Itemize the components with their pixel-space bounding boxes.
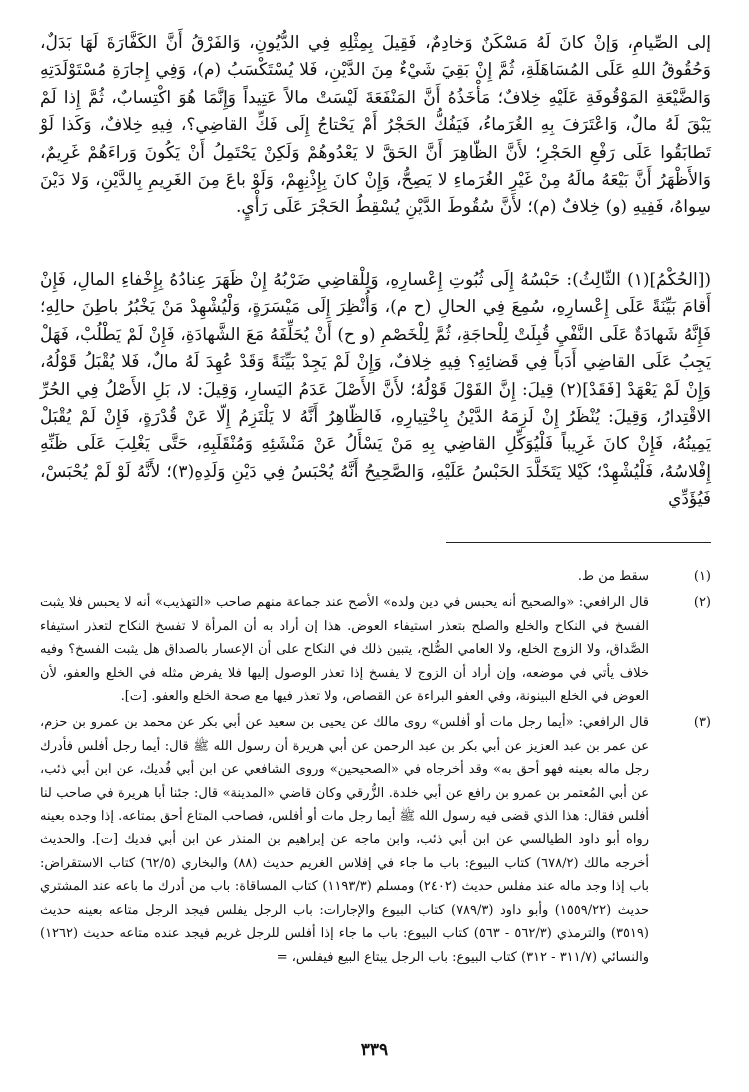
main-paragraph-2: ([الحُكْمُ](١) الثّالِثُ): حَبْسُهُ إِلَى ثُبُوتِ إِعْسارِهِ، وَلِلْقاضِي ضَرْبُهُ إِنْ ظَهَرَ عِنادُهُ بِإِخْفاءِ المالِ، فَإِنْ أَقامَ بَيِّنَةً عَلَى إِعْسارِهِ، سُمِعَ فِي الحالِ (ح م)، وَأُنْظِرَ إِلَى مَيْسَرَةٍ، وَلْيُشْهِدْ مَنْ يَخْبُرُ باطِنَ حالِهِ؛ فَإِنَّهُ شَهادَةٌ عَلَى النَّفْيِ قُبِلَتْ لِلْحاجَةِ، ثُمَّ لِلْخَصْمِ (و ح) أَنْ يُحَلِّفَهُ مَعَ الشَّهادَةِ، فَإِنْ لَمْ يَطْلُبْ، فَهَلْ يَجِبُ عَلَى القاضِي أَدَباً فِي قَضائِهِ؟ فِيهِ خِلافٌ، وَإِنْ لَمْ يَجِدْ بَيِّنَةً وَقَدْ عُهِدَ لَهُ مالٌ، فَلا يُقْبَلُ قَوْلُهُ، وَإِنْ لَمْ يَعْهَدْ [فَقَدْ](٢) قِيلَ: إِنَّ القَوْلَ قَوْلُهُ؛ لأَنَّ الأَصْلَ عَدَمُ اليَسارِ، وَقِيلَ: لا، بَلِ الأَصْلُ فِي الحُرِّ الاقْتِدارُ، وَقِيلَ: يُنْظَرُ إِنْ لَزِمَهُ الدَّيْنُ بِاخْتِيارِهِ، فَالظّاهِرُ أَنَّهُ لا يَلْتَزِمُ إِلّا عَنْ قُدْرَةٍ، فَإِنْ لَمْ يُقْبَلْ يَمِينُهُ، فَإِنْ كانَ غَرِيباً فَلْيُوَكِّلِ القاضِي بِهِ مَنْ يَسْأَلُ عَنْ مَنْشَئِهِ وَمُنْقَلَبِهِ، حَتَّى يَغْلِبَ عَلَى ظَنِّهِ إِفْلاسُهُ، فَلْيُشْهِدْ؛ كَيْلا يَتَخَلَّدَ الحَبْسُ عَلَيْهِ، وَالصَّحِيحُ أَنَّهُ يُحْبَسُ فِي دَيْنِ وَلَدِهِ(٣)؛ لأَنَّهُ لَوْ لَمْ يُحْبَسْ، فَيُؤَدِّي bbox=[40, 270, 711, 510]
footnote-number: (٢) bbox=[693, 595, 711, 611]
footnote-text: قال الرافعي: «والصحيح أنه يحبس في دين ولده» الأصح عند جماعة منهم صاحب «التهذيب» أنه لا يحبس فلا يثبت الفسخ في النكاح والخلع والصلح بتعذر استيفاء العوض. هذا إن أراد به أن المرأة لا تفسخ النكاح لتعذر استيفاء الصَّداق، ولا الزوج الخلع، ولا العامي الصُّلح، يتبين ذلك في النكاح على أن الإعسار بالصداق هل يثبت الفسخ؟ وفيه خلاف يأتي في موضعه، وإن أراد أن الزوج لا يفسخ إذا تعذر الوصول إليها فلا يفرض مثله في الخلع والعفو، لأن العوض في الخلع البينونة، وفي العفو البراءة عن القصاص، ولا تعذر فيها مع صحة الخلع والعفو. [ت]. bbox=[40, 595, 649, 705]
footnote-number: (٣) bbox=[693, 715, 711, 731]
footnote-text: قال الرافعي: «أيما رجل مات أو أفلس» روى مالك عن يحيى بن سعيد عن أبي بكر عن محمد بن عمرو بن حزم، عن عمر بن عبد العزيز عن أبي بكر بن عبد الرحمن عن أبي هريرة أن رسول الله ﷺ قال: أيما رجل أفلس فأدرك رجل ماله بعينه فهو أحق به» وقد أخرجاه في «الصحيحين» وروى الشافعي عن ابن أبي فُديك، عن ابن أبي ذئب، عن أبي المُعتمر بن عمرو بن رافع عن أبي خلدة. الزُّرقي وكان قاضي «المدينة» قال: جئنا أبا هريرة في صاحب لنا أفلس فقال: هذا الذي قضى فيه رسول الله ﷺ أيما رجل مات أو أفلس، فصاحب المتاع أحق بمتاعه. إذا وجده بعينه رواه أبو داود الطيالسي عن ابن أبي ذئب، وابن ماجه عن إبراهيم بن المنذر عن ابن أبي فديك [ت]. والحديث أخرجه مالك (٦٧٨/٢) كتاب البيوع: باب ما جاء في إفلاس الغريم حديث (٨٨) والبخاري (٦٢/٥) كتاب الاستقراض: باب إذا وجد ماله عند مفلس حديث (٢٤٠٢) ومسلم (١١٩٣/٣) كتاب المساقاة: باب من أدرك ما باعه عند المشتري حديث (١٥٥٩/٢٢) وأبو داود (٧٨٩/٣) كتاب البيوع والإجارات: باب الرجل يفلس فيجد الرجل متاعه بعينه حديث (٣٥١٩) والترمذي (٥٦٢/٣ - ٥٦٣) كتاب البيوع: باب ما جاء إذا أفلس للرجل غريم فيجد عنده متاعه حديث (١٢٦٢) والنسائي (٣١١/٧ - ٣١٢) كتاب البيوع: باب الرجل يبتاع البيع فيفلس، = bbox=[40, 715, 650, 965]
main-paragraph-1: إلى الصِّيامِ، وَإنْ كانَ لَهُ مَسْكَنٌ وَخادِمٌ، فَقِيلَ بِمِثْلِهِ فِي الدُّيُونِ، وَالفَرْقُ أَنَّ الكَفَّارَةَ لَهَا بَدَلٌ، وَحُقُوقُ اللهِ عَلَى المُسَاهَلَةِ، ثُمَّ إِنْ بَقِيَ شَيْءٌ مِنَ الدَّيْنِ، فَلا يُسْتَكْسَبُ (م)، وَفِي إِجارَةِ مُسْتَوْلَدَتِهِ وَالضَّيْعَةِ المَوْقُوفَةِ عَلَيْهِ خِلافٌ؛ مَأْخَذُهُ أَنَّ المَنْفَعَةَ لَيْسَتْ مالاً عَتِيداً وَإِنَّمَا هُوَ اكْتِسابٌ، ثُمَّ إِذا لَمْ يَبْقَ لَهُ مالٌ، وَاعْتَرَفَ بِهِ الغُرَماءُ، فَيَفُكُّ الحَجْرُ أَمْ يَحْتاجُ إِلَى فَكِّ القاضِي؟، فِيهِ خِلافٌ، وَكَذا لَوْ تَطابَقُوا عَلَى رَفْعِ الحَجْرِ؛ لأَنَّ الظّاهِرَ أَنَّ الحَقَّ لا يَعْدُوهُمْ وَلَكِنْ يَحْتَمِلُ أَنْ يَكُونَ وَراءَهُمْ غَرِيمٌ، وَالأَظْهَرُ أَنَّ بَيْعَهُ مالَهُ مِنْ غَيْرِ الغُرَماءِ لا يَصِحُّ، وَإِنْ كانَ بِإِذْنِهِمْ، وَلَوْ باعَ مِنَ الغَرِيمِ بِالدَّيْنِ، وَلا دَيْنَ سِواهُ، فَفِيهِ (و) خِلافٌ (م)؛ لأَنَّ سُقُوطَ الدَّيْنِ يُسْقِطُ الحَجْرَ عَلَى رَأْيٍ. bbox=[40, 33, 711, 218]
footnote bbox=[40, 565, 711, 588]
footnote-number: (١) bbox=[693, 569, 711, 584]
page-number: ٣٣٩ bbox=[360, 1040, 389, 1060]
footnotes bbox=[40, 565, 711, 972]
footnote bbox=[40, 591, 711, 708]
footnote-text: سقط من ط. bbox=[577, 569, 649, 584]
footnote bbox=[40, 711, 711, 968]
footnote-divider bbox=[446, 542, 711, 543]
